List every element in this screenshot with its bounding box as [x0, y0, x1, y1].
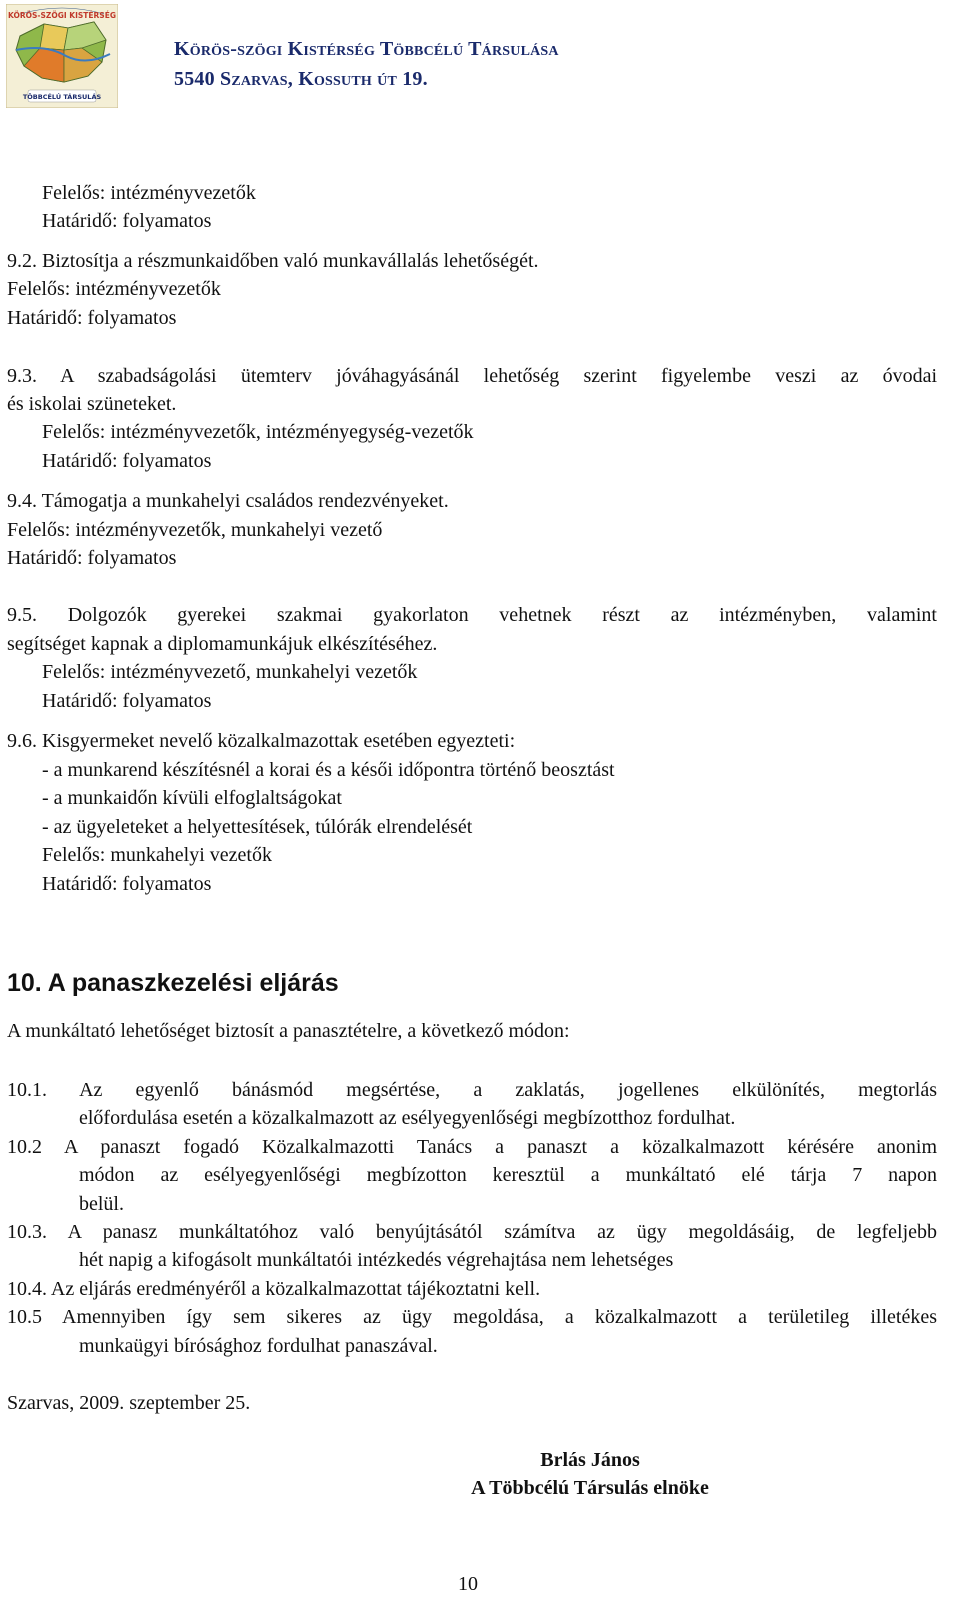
item-10-2-line2: módon az esélyegyenlőségi megbízotton keresztül a munkáltató elé tárja 7 napon — [79, 1164, 937, 1186]
page-header — [0, 0, 960, 115]
item-10-3-line1: 10.3. A panasz munkáltatóhoz való benyújtásától számítva az ügy megoldásáig, de legfeljebb — [7, 1221, 937, 1243]
item-9-6-text: 9.6. Kisgyermeket nevelő közalkalmazottak esetében egyezteti: — [7, 730, 516, 752]
item-9-2-responsible: Felelős: intézményvezetők — [7, 278, 221, 300]
item-10-2-line1: 10.2 A panaszt fogadó Közalkalmazotti Tanács a panaszt a közalkalmazott kérésére anonim — [7, 1136, 937, 1158]
item-9-5-deadline: Határidő: folyamatos — [42, 690, 212, 712]
item-10-5-line1: 10.5 Amennyiben így sem sikeres az ügy megoldása, a közalkalmazott a területileg illetékes — [7, 1306, 937, 1328]
item-9-6-responsible: Felelős: munkahelyi vezetők — [42, 844, 272, 866]
header-title: Körös-szögi Kistérség Többcélú Társulása — [174, 38, 559, 60]
signer-name: Brlás János — [540, 1449, 640, 1471]
item-9-3-responsible: Felelős: intézményvezetők, intézményegység-vezetők — [42, 421, 474, 443]
item-10-2-line3: belül. — [79, 1193, 124, 1215]
header-address: 5540 Szarvas, Kossuth út 19. — [174, 68, 428, 90]
item-10-1-line2: előfordulása esetén a közalkalmazott az esélyegyenlőségi megbízotthoz fordulhat. — [79, 1107, 736, 1129]
item-9-3-deadline: Határidő: folyamatos — [42, 450, 212, 472]
intro-responsible: Felelős: intézményvezetők — [42, 182, 256, 204]
item-10-1-line1: 10.1. Az egyenlő bánásmód megsértése, a zaklatás, jogellenes elkülönítés, megtorlás — [7, 1079, 937, 1101]
section-10-intro: A munkáltató lehetőséget biztosít a panasztételre, a következő módon: — [7, 1020, 570, 1042]
item-9-6-bullet-1: - a munkarend készítésnél a korai és a késői időpontra történő beosztást — [42, 759, 615, 781]
signer-title: A Többcélú Társulás elnöke — [471, 1477, 709, 1499]
item-9-6-bullet-3: - az ügyeleteket a helyettesítések, túlórák elrendelését — [42, 816, 473, 838]
item-9-4-responsible: Felelős: intézményvezetők, munkahelyi vezető — [7, 519, 383, 541]
item-9-3-text-line2: és iskolai szüneteket. — [7, 393, 177, 415]
item-9-4-deadline: Határidő: folyamatos — [7, 547, 177, 569]
header-text-block — [174, 34, 559, 94]
logo-text-top: KÖRÖS-SZÖGI KISTÉRSÉG — [8, 11, 116, 20]
item-9-6-deadline: Határidő: folyamatos — [42, 873, 212, 895]
item-9-5-responsible: Felelős: intézményvezető, munkahelyi vezetők — [42, 661, 418, 683]
section-10-heading: 10. A panaszkezelési eljárás — [7, 969, 339, 997]
item-9-5-text-line1: 9.5. Dolgozók gyerekei szakmai gyakorlaton vehetnek részt az intézményben, valamint — [7, 604, 937, 626]
logo-text-bottom: TÖBBCÉLÚ TÁRSULÁS — [22, 93, 102, 101]
page-number: 10 — [458, 1573, 478, 1595]
item-9-3-text-line1: 9.3. A szabadságolási ütemterv jóváhagyásánál lehetőség szerint figyelembe veszi az óvodai — [7, 365, 937, 387]
item-9-5-text-line2: segítséget kapnak a diplomamunkájuk elkészítéséhez. — [7, 633, 438, 655]
association-logo — [6, 4, 118, 108]
item-10-5-line2: munkaügyi bírósághoz fordulhat panaszával. — [79, 1335, 438, 1357]
item-10-3-line2: hét napig a kifogásolt munkáltatói intézkedés végrehajtása nem lehetséges — [79, 1249, 674, 1271]
item-9-2-text: 9.2. Biztosítja a részmunkaidőben való munkavállalás lehetőségét. — [7, 250, 539, 272]
item-10-4: 10.4. Az eljárás eredményéről a közalkalmazottat tájékoztatni kell. — [7, 1278, 541, 1300]
place-date: Szarvas, 2009. szeptember 25. — [7, 1392, 251, 1414]
item-9-4-text: 9.4. Támogatja a munkahelyi családos rendezvényeket. — [7, 490, 449, 512]
intro-deadline: Határidő: folyamatos — [42, 210, 212, 232]
item-9-2-deadline: Határidő: folyamatos — [7, 307, 177, 329]
item-9-6-bullet-2: - a munkaidőn kívüli elfoglaltságokat — [42, 787, 342, 809]
